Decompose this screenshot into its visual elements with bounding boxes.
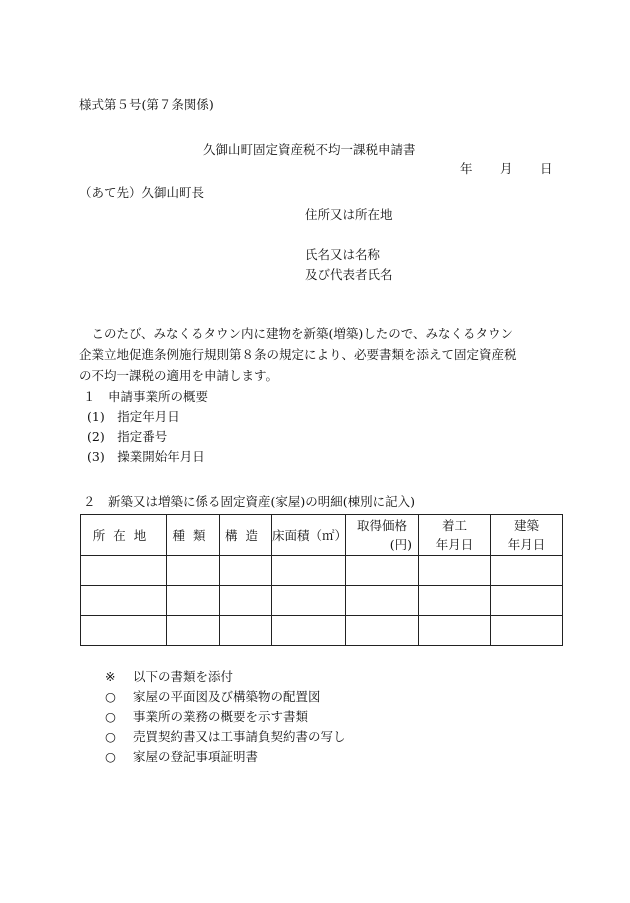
attachments-note	[105, 669, 233, 685]
table-cell[interactable]	[491, 556, 563, 586]
table-row	[81, 616, 563, 646]
table-cell[interactable]	[272, 586, 346, 616]
statement-line: 企業立地促進条例施行規則第８条の規定により、必要書類を添えて固定資産税	[79, 347, 517, 362]
table-cell[interactable]	[81, 556, 167, 586]
section1-item-designation-date: (1) 指定年月日	[87, 409, 180, 424]
table-cell[interactable]	[220, 616, 272, 646]
statement-line: このたび、みなくるタウン内に建物を新築(増築)したので、みなくるタウン	[79, 326, 514, 341]
attachment-item	[105, 749, 258, 765]
header-floor-area: 床面積（㎡）	[272, 515, 346, 556]
date-day-label: 日	[540, 161, 553, 176]
table-cell[interactable]	[419, 556, 491, 586]
attachment-item	[105, 709, 308, 725]
section1-item-designation-number: (2) 指定番号	[87, 429, 168, 444]
attachments-note-text: 以下の書類を添付	[133, 669, 234, 684]
table-cell[interactable]	[81, 586, 167, 616]
name-label: 氏名又は名称	[305, 247, 381, 262]
table-cell[interactable]	[419, 586, 491, 616]
date-month-label: 月	[500, 161, 513, 176]
section1-title: １ 申請事業所の概要	[83, 389, 209, 404]
asset-detail-table	[80, 514, 563, 646]
header-price-line1: 取得価格	[356, 518, 407, 533]
document-title: 久御山町固定資産税不均一課税申請書	[203, 142, 416, 157]
addressee: （あて先）久御山町長	[79, 185, 205, 200]
attachment-item-text: 事業所の業務の概要を示す書類	[133, 709, 309, 724]
table-header-row	[81, 515, 563, 556]
section1-item-operation-start: (3) 操業開始年月日	[87, 449, 205, 464]
table-cell[interactable]	[220, 586, 272, 616]
header-acquisition-price	[346, 515, 419, 556]
section2-title: ２ 新築又は増築に係る固定資産(家屋)の明細(棟別に記入)	[83, 494, 416, 509]
table-cell[interactable]	[419, 616, 491, 646]
table-cell[interactable]	[167, 616, 220, 646]
application-statement	[79, 323, 569, 386]
table-row	[81, 556, 563, 586]
circle-bullet-icon: ○	[105, 709, 116, 724]
table-cell[interactable]	[346, 556, 419, 586]
table-cell[interactable]	[346, 586, 419, 616]
header-price-line2: (円)	[389, 537, 412, 552]
header-start-line2: 年月日	[435, 537, 474, 552]
header-construction-completed	[491, 515, 563, 556]
header-construction-start	[419, 515, 491, 556]
table-cell[interactable]	[491, 586, 563, 616]
circle-bullet-icon: ○	[105, 689, 116, 704]
table-cell[interactable]	[167, 586, 220, 616]
header-type: 種類	[167, 515, 220, 556]
attachment-item-text: 売買契約書又は工事請負契約書の写し	[133, 729, 346, 744]
header-start-line1: 着工	[441, 518, 467, 533]
header-built-line2: 年月日	[507, 537, 546, 552]
table-cell[interactable]	[491, 616, 563, 646]
form-number: 様式第５号(第７条関係)	[79, 97, 214, 112]
representative-label: 及び代表者氏名	[305, 267, 393, 282]
attachment-item-text: 家屋の登記事項証明書	[133, 749, 259, 764]
attachment-item	[105, 729, 346, 745]
date-year-label: 年	[460, 161, 473, 176]
attachment-item-text: 家屋の平面図及び構築物の配置図	[133, 689, 321, 704]
circle-bullet-icon: ○	[105, 749, 116, 764]
header-built-line1: 建築	[513, 518, 539, 533]
circle-bullet-icon: ○	[105, 729, 116, 744]
table-cell[interactable]	[167, 556, 220, 586]
table-cell[interactable]	[220, 556, 272, 586]
table-cell[interactable]	[272, 616, 346, 646]
header-location: 所在地	[81, 515, 167, 556]
table-cell[interactable]	[346, 616, 419, 646]
table-row	[81, 586, 563, 616]
attachment-item	[105, 689, 321, 705]
note-mark-icon: ※	[105, 669, 116, 684]
address-label: 住所又は所在地	[305, 207, 393, 222]
statement-line: の不均一課税の適用を申請します。	[79, 368, 279, 383]
table-cell[interactable]	[81, 616, 167, 646]
header-structure: 構造	[220, 515, 272, 556]
table-cell[interactable]	[272, 556, 346, 586]
